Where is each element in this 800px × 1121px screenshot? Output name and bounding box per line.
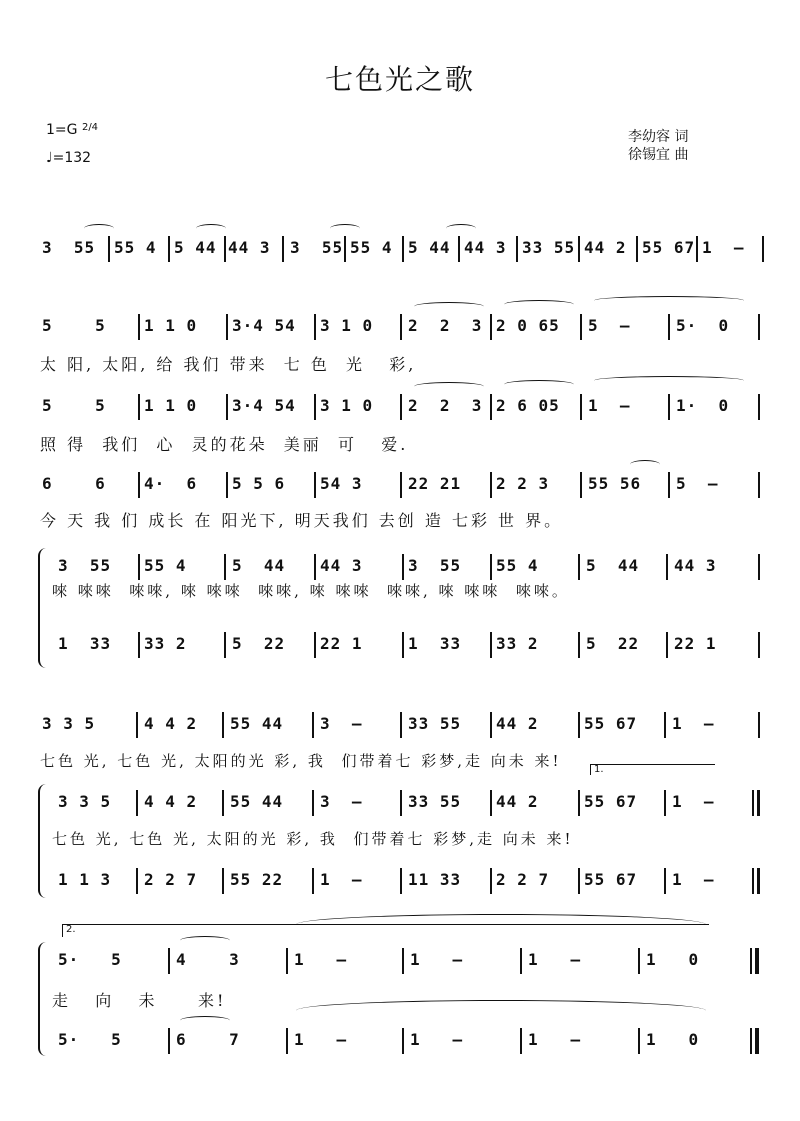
- measure: 1 1 3: [58, 870, 112, 889]
- repeat-barline: [752, 868, 754, 894]
- measure: 5 5 6: [232, 474, 286, 493]
- measure: 44 2: [584, 238, 627, 257]
- volta-bracket: [590, 764, 715, 775]
- lyrics-line: 走 向 未 来!: [52, 991, 227, 1010]
- barline: [668, 472, 670, 498]
- barline: [222, 790, 224, 816]
- song-title: 七色光之歌: [324, 63, 475, 96]
- lyrics-line: 照 得 我们 心 灵的花朵 美丽 可 爱.: [40, 435, 409, 454]
- barline: [490, 394, 492, 420]
- barline: [400, 868, 402, 894]
- slur: [414, 302, 484, 311]
- measure: 1 1 0: [144, 316, 198, 335]
- slur: [594, 296, 744, 305]
- barline: [664, 868, 666, 894]
- repeat-barline: [752, 790, 754, 816]
- measure: 55 67: [584, 870, 638, 889]
- barline: [138, 632, 140, 658]
- barline: [580, 394, 582, 420]
- measure: 55 67: [584, 714, 638, 733]
- barline: [314, 554, 316, 580]
- barline: [136, 790, 138, 816]
- measure: 3 1 0: [320, 316, 374, 335]
- measure: 2 2 3: [408, 396, 483, 415]
- slur: [414, 382, 484, 391]
- barline: [138, 314, 140, 340]
- volta-label: 1.: [594, 764, 604, 775]
- barline: [168, 236, 170, 262]
- measure: 5 5: [42, 396, 106, 415]
- measure: 33 55: [522, 238, 576, 257]
- barline: [638, 948, 640, 974]
- barline: [138, 472, 140, 498]
- barline: [636, 236, 638, 262]
- barline: [400, 790, 402, 816]
- slur: [594, 376, 744, 385]
- barline: [578, 554, 580, 580]
- barline: [758, 712, 760, 738]
- lyrics-line: 七色 光, 七色 光, 太阳的光 彩, 我 们带着七 彩梦,走 向未 来!: [52, 830, 574, 848]
- measure: 2 2 3: [496, 474, 550, 493]
- barline: [758, 554, 760, 580]
- slur: [504, 380, 574, 389]
- barline: [664, 790, 666, 816]
- measure: 3·4 54: [232, 396, 296, 415]
- final-barline: [750, 1028, 752, 1054]
- barline: [224, 632, 226, 658]
- barline: [224, 236, 226, 262]
- measure: 33 55: [408, 714, 462, 733]
- barline: [758, 472, 760, 498]
- volta-label: 2.: [66, 924, 76, 935]
- measure: 22 21: [408, 474, 462, 493]
- measure: 1 –: [528, 950, 582, 969]
- barline: [314, 314, 316, 340]
- measure: 55 44: [230, 714, 284, 733]
- measure: 4· 6: [144, 474, 198, 493]
- barline: [314, 394, 316, 420]
- barline: [226, 314, 228, 340]
- measure: 55 4: [496, 556, 539, 575]
- slur: [180, 1016, 230, 1025]
- barline: [666, 632, 668, 658]
- barline: [400, 472, 402, 498]
- ending-upper: [0, 940, 800, 980]
- barline: [314, 472, 316, 498]
- verse-staff-3: [0, 464, 800, 504]
- slur: [630, 460, 660, 469]
- time-signature: 2/4: [81, 122, 99, 133]
- barline: [696, 236, 698, 262]
- composer: 徐锡宜 曲: [628, 147, 689, 163]
- barline: [520, 948, 522, 974]
- measure: 2 2 7: [144, 870, 198, 889]
- measure: 1 –: [320, 870, 363, 889]
- measure: 5 44: [174, 238, 217, 257]
- measure: 3 55: [42, 238, 96, 257]
- measure: 5· 0: [676, 316, 730, 335]
- chorus-a-lower: [0, 624, 800, 664]
- lyrics-line: 今 天 我 们 成长 在 阳光下, 明天我们 去创 造 七彩 世 界。: [40, 511, 564, 530]
- barline: [138, 394, 140, 420]
- barline: [402, 554, 404, 580]
- barline: [312, 790, 314, 816]
- lyrics-line: 太 阳, 太阳, 给 我们 带来 七 色 光 彩,: [40, 355, 417, 374]
- measure: 22 1: [320, 634, 363, 653]
- barline: [400, 712, 402, 738]
- tie: [296, 1000, 706, 1021]
- barline: [402, 1028, 404, 1054]
- measure: 2 2 3: [408, 316, 483, 335]
- measure: 1 –: [410, 1030, 464, 1049]
- barline: [402, 948, 404, 974]
- barline: [400, 394, 402, 420]
- slur: [196, 224, 226, 233]
- measure: 55 4: [144, 556, 187, 575]
- measure: 3 1 0: [320, 396, 374, 415]
- measure: 33 55: [408, 792, 462, 811]
- barline: [490, 712, 492, 738]
- measure: 3 3 5: [42, 714, 96, 733]
- measure: 44 2: [496, 792, 539, 811]
- measure: 4 3: [176, 950, 240, 969]
- verse-staff-1: [0, 306, 800, 346]
- barline: [578, 790, 580, 816]
- measure: 1 –: [672, 870, 715, 889]
- barline: [286, 948, 288, 974]
- measure: 1· 0: [676, 396, 730, 415]
- barline: [664, 712, 666, 738]
- barline: [312, 868, 314, 894]
- slur: [84, 224, 114, 233]
- measure: 54 3: [320, 474, 363, 493]
- measure: 55 4: [350, 238, 393, 257]
- barline: [344, 236, 346, 262]
- barline: [490, 868, 492, 894]
- barline: [136, 712, 138, 738]
- measure: 4 4 2: [144, 714, 198, 733]
- tie: [296, 914, 706, 935]
- barline: [400, 314, 402, 340]
- barline: [638, 1028, 640, 1054]
- measure: 3 55: [408, 556, 462, 575]
- barline: [108, 236, 110, 262]
- barline: [286, 1028, 288, 1054]
- lyricist: 李幼容 词: [628, 129, 689, 145]
- measure: 1 –: [410, 950, 464, 969]
- measure: 55 56: [588, 474, 642, 493]
- measure: 1 0: [646, 1030, 700, 1049]
- credits: [628, 128, 688, 164]
- chorus-b-melody: [0, 704, 800, 744]
- measure: 4 4 2: [144, 792, 198, 811]
- barline: [222, 868, 224, 894]
- measure: 44 3: [464, 238, 507, 257]
- final-barline-thick: [755, 1028, 759, 1054]
- measure: 1 –: [672, 714, 715, 733]
- lyrics-line: 唻 唻唻 唻唻, 唻 唻唻 唻唻, 唻 唻唻 唻唻, 唻 唻唻 唻唻。: [52, 582, 570, 600]
- barline: [666, 554, 668, 580]
- measure: 2 6 05: [496, 396, 560, 415]
- lyrics-line: 七色 光, 七色 光, 太阳的光 彩, 我 们带着七 彩梦,走 向未 来!: [40, 752, 562, 770]
- barline: [520, 1028, 522, 1054]
- measure: 2 0 65: [496, 316, 560, 335]
- measure: 1 1 0: [144, 396, 198, 415]
- barline: [490, 554, 492, 580]
- barline: [168, 948, 170, 974]
- measure: 55 67: [584, 792, 638, 811]
- measure: 1 –: [528, 1030, 582, 1049]
- measure: 5· 5: [58, 950, 122, 969]
- barline: [758, 394, 760, 420]
- measure: 1 0: [646, 950, 700, 969]
- measure: 5 44: [586, 556, 640, 575]
- barline: [668, 394, 670, 420]
- barline: [458, 236, 460, 262]
- tempo-mark: ♩=132: [46, 150, 92, 166]
- barline: [580, 472, 582, 498]
- measure: 55 22: [230, 870, 284, 889]
- barline: [758, 314, 760, 340]
- measure: 1 33: [58, 634, 112, 653]
- verse-staff-2: [0, 386, 800, 426]
- barline: [762, 236, 764, 262]
- measure: 6 7: [176, 1030, 240, 1049]
- barline: [226, 394, 228, 420]
- measure: 3 –: [320, 792, 363, 811]
- barline: [226, 472, 228, 498]
- measure: 55 44: [230, 792, 284, 811]
- barline: [490, 790, 492, 816]
- measure: 44 2: [496, 714, 539, 733]
- key-label: 1=G: [46, 122, 78, 138]
- measure: 5 5: [42, 316, 106, 335]
- repeat-barline-thick: [757, 790, 760, 816]
- measure: 6 6: [42, 474, 106, 493]
- measure: 44 3: [674, 556, 717, 575]
- measure: 2 2 7: [496, 870, 550, 889]
- slur: [180, 936, 230, 945]
- key-signature: [46, 122, 98, 138]
- barline: [402, 236, 404, 262]
- barline: [490, 632, 492, 658]
- measure: 1 –: [294, 950, 348, 969]
- repeat-barline-thick: [757, 868, 760, 894]
- barline: [578, 712, 580, 738]
- slur: [330, 224, 360, 233]
- barline: [516, 236, 518, 262]
- barline: [668, 314, 670, 340]
- final-barline: [750, 948, 752, 974]
- measure: 22 1: [674, 634, 717, 653]
- measure: 5· 5: [58, 1030, 122, 1049]
- ending-lower: [0, 1020, 800, 1060]
- measure: 5 22: [586, 634, 640, 653]
- barline: [758, 632, 760, 658]
- barline: [314, 632, 316, 658]
- barline: [168, 1028, 170, 1054]
- measure: 1 –: [672, 792, 715, 811]
- measure: 5 44: [408, 238, 451, 257]
- measure: 5 –: [588, 316, 631, 335]
- chorus-b-upper: [0, 782, 800, 822]
- barline: [578, 632, 580, 658]
- final-barline-thick: [755, 948, 759, 974]
- barline: [578, 236, 580, 262]
- measure: 5 22: [232, 634, 286, 653]
- measure: 1 –: [294, 1030, 348, 1049]
- measure: 3 55: [290, 238, 344, 257]
- barline: [222, 712, 224, 738]
- barline: [490, 314, 492, 340]
- slur: [446, 224, 476, 233]
- measure: 1 33: [408, 634, 462, 653]
- measure: 1 –: [588, 396, 631, 415]
- measure: 55 4: [114, 238, 157, 257]
- barline: [138, 554, 140, 580]
- barline: [578, 868, 580, 894]
- measure: 1 –: [702, 238, 745, 257]
- measure: 55 67: [642, 238, 696, 257]
- measure: 3 55: [58, 556, 112, 575]
- measure: 3 –: [320, 714, 363, 733]
- slur: [504, 300, 574, 309]
- measure: 5 –: [676, 474, 719, 493]
- measure: 3·4 54: [232, 316, 296, 335]
- barline: [224, 554, 226, 580]
- measure: 5 44: [232, 556, 286, 575]
- barline: [282, 236, 284, 262]
- barline: [136, 868, 138, 894]
- barline: [490, 472, 492, 498]
- barline: [580, 314, 582, 340]
- chorus-b-lower: [0, 860, 800, 900]
- intro-staff: [0, 228, 800, 268]
- measure: 44 3: [228, 238, 271, 257]
- measure: 44 3: [320, 556, 363, 575]
- barline: [312, 712, 314, 738]
- measure: 11 33: [408, 870, 462, 889]
- measure: 33 2: [496, 634, 539, 653]
- measure: 33 2: [144, 634, 187, 653]
- measure: 3 3 5: [58, 792, 112, 811]
- barline: [402, 632, 404, 658]
